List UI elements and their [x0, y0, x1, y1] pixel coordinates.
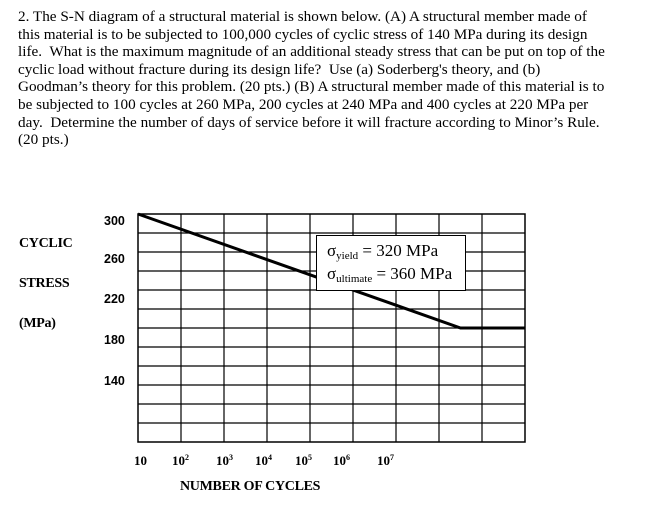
x-tick-label [216, 453, 233, 469]
y-axis-label-line: CYCLIC [19, 236, 73, 251]
ultimate-value: = 360 MPa [376, 264, 453, 283]
x-tick-exponent: 4 [268, 453, 272, 462]
problem-line: cyclic load without fracture during its design life? Use (a) Soderberg's theory, and (b) [18, 60, 541, 78]
y-axis-label-line: (MPa) [19, 316, 56, 331]
yield-strength-label [327, 241, 438, 262]
x-tick-exponent: 7 [390, 453, 394, 462]
x-tick-exponent: 5 [308, 453, 312, 462]
x-tick-base: 10 [216, 453, 229, 468]
x-tick-label [255, 453, 272, 469]
y-tick-label: 260 [104, 252, 125, 266]
y-tick-label: 180 [104, 333, 125, 347]
problem-line: 2. The S-N diagram of a structural material is shown below. (A) A structural member made of [18, 8, 587, 25]
sigma-symbol: σ [327, 241, 337, 260]
problem-line: this material is to be subjected to 100,000 cycles of cyclic stress of 140 MPa during its design [18, 25, 588, 43]
x-tick-base: 10 [295, 453, 308, 468]
x-tick-exponent: 6 [346, 453, 350, 462]
problem-line: be subjected to 100 cycles at 260 MPa, 200 cycles at 240 MPa and 400 cycles at 220 MPa per [18, 95, 589, 113]
x-tick-label [295, 453, 312, 469]
x-tick-base: 10 [255, 453, 268, 468]
y-tick-label: 220 [104, 292, 125, 306]
x-tick-exponent: 2 [185, 453, 189, 462]
x-tick-label [172, 453, 189, 469]
yield-value: = 320 MPa [362, 241, 439, 260]
problem-line: Goodman’s theory for this problem. (20 pts.) (B) A structural member made of this material is to [18, 78, 605, 96]
y-tick-label: 140 [104, 374, 125, 388]
x-axis-label: NUMBER OF CYCLES [180, 479, 321, 494]
ultimate-subscript: ultimate [336, 273, 373, 285]
x-tick-base: 10 [172, 453, 185, 468]
material-properties-box [316, 235, 466, 291]
x-tick-base: 10 [134, 453, 147, 468]
ultimate-strength-label [327, 264, 452, 285]
problem-line: life. What is the maximum magnitude of an additional steady stress that can be put on top of the [18, 43, 605, 61]
x-tick-label [333, 453, 350, 469]
problem-line: day. Determine the number of days of service before it will fracture according to Minor’s Rule. [18, 113, 600, 131]
x-tick-label [377, 453, 394, 469]
problem-line: (20 pts.) [18, 131, 69, 149]
sigma-symbol: σ [327, 264, 337, 283]
x-tick-exponent: 3 [229, 453, 233, 462]
y-tick-label: 300 [104, 214, 125, 228]
x-tick-base: 10 [377, 453, 390, 468]
y-axis-label-line: STRESS [19, 276, 70, 291]
yield-subscript: yield [336, 250, 359, 262]
x-tick-base: 10 [333, 453, 346, 468]
x-tick-label [134, 453, 147, 469]
